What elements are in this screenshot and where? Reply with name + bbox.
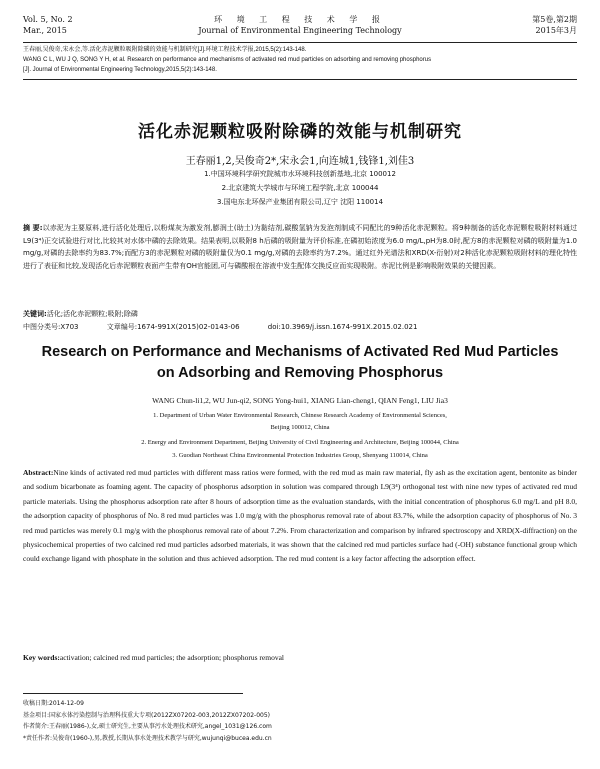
footnotes <box>23 698 577 744</box>
clc-number: 中图分类号:X703 <box>23 323 79 331</box>
keywords-cn-label: 关键词: <box>23 310 47 318</box>
affiliation-en-1-cont: Beijing 100012, China <box>270 424 330 431</box>
abstract-en-text: Nine kinds of activated red mud particles with different mass ratios were formed, with the red mud as main raw material, fly ash as the excitation agent, bentonite as binder and sodium bicarbonate as foaming agent. The capacity of phosphorus adsorption in solution was compared through L9(3⁴) orthogonal test with nine new types of activated red mud particle materials. Using the phosphorus adsorption rate after 8 hours of adsorption time as the evaluation standards, with the initial concentration of phosphorus 6.0 mg/L and pH 8.0, the adsorption capacity of phosphorus of No. 8 red mud particles was 1.0 mg/g with the phosphorus removal rate of about 83.7%, while the adsorption capacity of phosphorus of No. 3 red mud particles was merely 0.1 mg/g with the phosphorus removal rate of about 7.2%. From characterization and comparison by infrared spectroscopy and XRD(X-diffraction) on the physicochemical properties of two calcined red mud particles adsorbed materials, it was shown that the calcined red mud particles surface had (-OH) substance functional group which could exchange ligand with phosphate in the solution and thus achieved adsorption. The red mud content is a key factor affecting the adsorption effect. <box>23 468 577 564</box>
citation-cn: 王春丽,吴俊奇,宋永会,等.活化赤泥颗粒吸附除磷的效能与机制研究[J].环境工程技术学报,2015,5(2):143-148. <box>23 47 307 53</box>
header-journal <box>143 14 457 36</box>
header-date-en: Mar., 2015 <box>23 26 67 35</box>
footnote-rule <box>23 693 243 694</box>
affiliation-cn-1: 1.中国环境科学研究院城市水环境科技创新基地,北京 100012 <box>204 170 396 178</box>
doi: doi:10.3969/j.issn.1674-991X.2015.02.021 <box>267 323 418 331</box>
abstract-en-label: Abstract: <box>23 468 54 477</box>
authors-en: WANG Chun-li1,2, WU Jun-qi2, SONG Yong-hui1, XIANG Lian-cheng1, QIAN Feng1, LIU Jia3 <box>152 396 448 405</box>
title-en-line1: Research on Performance and Mechanisms of Activated Red Mud Particles <box>41 344 559 360</box>
footnote-received: 收稿日期:2014-12-09 <box>23 700 84 707</box>
header-rule <box>23 42 577 43</box>
affiliation-en-1: 1. Department of Urban Water Environmental Research, Chinese Research Academy of Environmental Sciences, <box>153 412 447 419</box>
title-cn: 活化赤泥颗粒吸附除磷的效能与机制研究 <box>138 122 462 142</box>
abstract-cn-label: 摘 要: <box>23 224 43 232</box>
classification-cn <box>23 322 577 333</box>
keywords-cn-text: 活化;活化赤泥颗粒;吸附;除磷 <box>46 310 138 318</box>
affiliation-en-2: 2. Energy and Environment Department, Beijing University of Civil Engineering and Architecture, Beijing 100044, China <box>141 439 459 446</box>
affiliation-cn-3: 3.国电东北环保产业集团有限公司,辽宁 沈阳 110014 <box>216 198 384 206</box>
affiliation-cn-2: 2.北京建筑大学城市与环境工程学院,北京 100044 <box>221 184 379 192</box>
keywords-cn <box>23 309 577 320</box>
abstract-en <box>23 466 577 567</box>
citation-block <box>23 45 577 75</box>
keywords-en-label: Key words: <box>23 653 60 662</box>
abstract-cn-text: 以赤泥为主要原料,进行活化处理后,以粉煤灰为激发剂,膨润土(助土)为黏结剂,碳酸氢钠为发泡剂制成不同配比的9种活化赤泥颗粒。将9种制备的活化赤泥颗粒吸附材料通过L9(3⁴)正交试验进行对比,比较其对水体中磷的去除效果。结果表明,以吸附8 h后磷的吸附量为评价标准,在磷初始浓度为6.0 mg/L,pH为8.0时,配方8的赤泥颗粒对磷的吸附量为1.0 mg/g,对磷的去除率约为83.7%;而配方3的赤泥颗粒对磷的吸附量仅为0.1 mg/g,对磷的去除率约为7.2%。通过红外光谱法和XRD(X-衍射)对2种活化赤泥颗粒吸附材料的理化特性进行了表征和比较,发现活化后赤泥颗粒表面产生带有OH官能团,可与磷酸根在溶液中发生配体交换反应而实现吸附。赤泥比例是影响吸附效果的关键因素。 <box>23 224 577 270</box>
affiliation-en-3: 3. Guodian Northeast China Environmental Protection Industries Group, Shenyang 110014, China <box>172 452 428 459</box>
header-date-cn: 2015年3月 <box>535 26 577 35</box>
citation-en-line1: WANG C L, WU J Q, SONG Y H, et al. Research on performance and mechanisms of activated red mud particles on adsorbing and removing phosphorus <box>23 57 432 63</box>
header-right <box>532 14 577 36</box>
header-journal-en: Journal of Environmental Engineering Technology <box>198 26 402 35</box>
abstract-cn <box>23 222 577 272</box>
keywords-en-text: activation; calcined red mud particles; the adsorption; phosphorus removal <box>59 653 284 662</box>
running-header <box>23 14 577 42</box>
keywords-en <box>23 653 577 662</box>
authors-cn: 王春丽1,2,吴俊奇2*,宋永会1,向连城1,钱锋1,刘佳3 <box>185 156 415 167</box>
citation-en-line2: [J]. Journal of Environmental Engineering Technology,2015,5(2):143-148. <box>23 67 217 73</box>
header-issue-cn: 第5卷,第2期 <box>532 15 577 24</box>
header-journal-cn: 环 境 工 程 技 术 学 报 <box>214 15 386 24</box>
article-number: 文章编号:1674-991X(2015)02-0143-06 <box>106 323 240 331</box>
title-en-line2: on Adsorbing and Removing Phosphorus <box>156 365 444 381</box>
header-left <box>23 14 73 36</box>
footnote-funding: 基金项目:国家水体污染控制与治理科技重大专项(2012ZX07202-003,2012ZX07202-005) <box>23 711 270 719</box>
footnote-corresponding: *责任作者:吴俊奇(1960-),男,教授,长期从事水处理技术教学与研究,wujunqi@bucea.edu.cn <box>23 734 272 742</box>
citation-rule <box>23 79 577 80</box>
footnote-author-bio: 作者简介:王春丽(1986-),女,硕士研究生,主要从事污水处理技术研究,angel_1031@126.com <box>23 723 272 730</box>
title-en <box>20 342 580 384</box>
header-volume: Vol. 5, No. 2 <box>23 15 73 24</box>
